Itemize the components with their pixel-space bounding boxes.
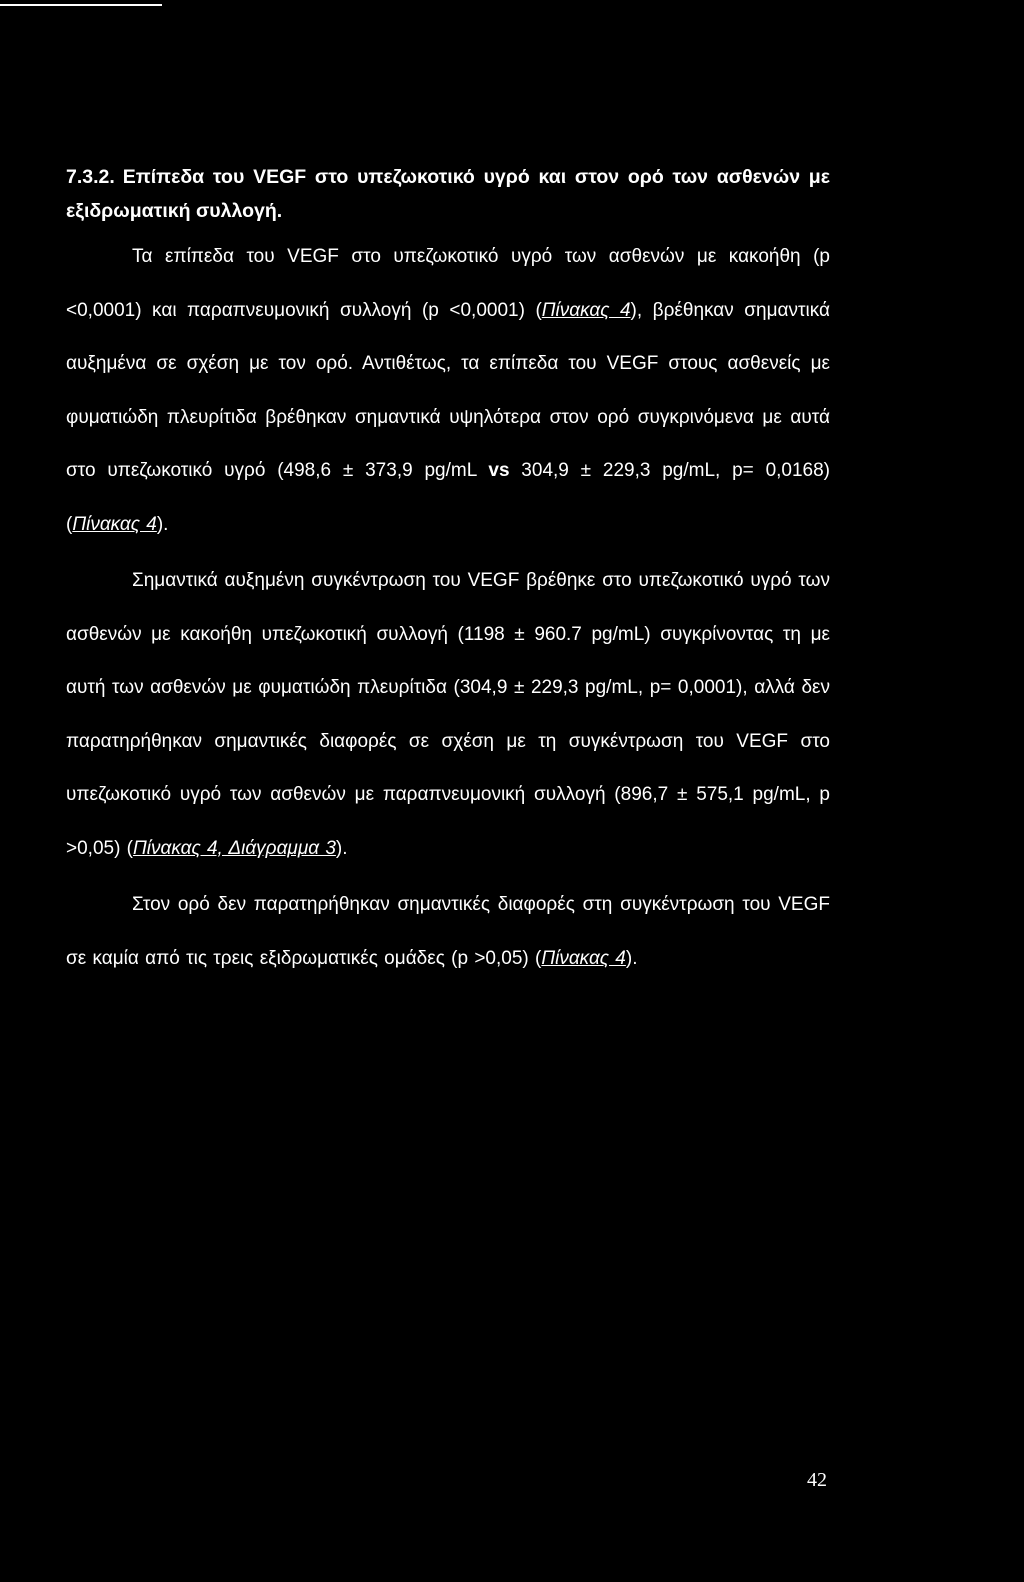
document-body	[66, 160, 830, 985]
table-figure-reference: Πίνακας 4, Διάγραμμα 3	[133, 837, 336, 859]
paragraph-2-text-b: ).	[335, 837, 348, 859]
table-reference: Πίνακας 4	[72, 513, 157, 535]
section-number: 7.3.2.	[66, 166, 115, 188]
page-number: 42	[807, 1469, 827, 1491]
table-reference: Πίνακας 4	[541, 947, 626, 969]
vs-word: vs	[488, 460, 510, 481]
paragraph-2	[66, 554, 830, 875]
paragraph-3-text-b: ).	[625, 947, 638, 969]
table-reference: Πίνακας 4	[541, 299, 631, 321]
paragraph-1	[66, 230, 830, 551]
paragraph-2-text-a: Σημαντικά αυξημένη συγκέντρωση του VEGF βρέθηκε στο υπεζωκοτικό υγρό των ασθενών με κακοήθη υπεζωκοτική συλλογή (1198 ± 960.7 pg/mL) συγκρίνοντας τη με αυτή των ασθενών με φυματιώδη πλευρίτιδα (304,9 ± 229,3 pg/mL, p= 0,0001), αλλά δεν παρατηρήθηκαν σημαντικές διαφορές σε σχέση με τη συγκέντρωση του VEGF στο υπεζωκοτικό υγρό των ασθενών με παραπνευμονική συλλογή (896,7 ± 575,1 pg/mL, p >0,05) (	[66, 570, 830, 859]
paragraph-1-text-c: 304,9 ± 229,3 pg/mL, p= 0,0168) (	[66, 460, 831, 535]
paragraph-1-text-d: ).	[156, 513, 169, 535]
paragraph-1-text-a: Τα επίπεδα του VEGF στο υπεζωκοτικό υγρό των ασθενών με κακοήθη (p <0,0001) και παραπνευμονική συλλογή (p <0,0001) (	[66, 246, 830, 321]
paragraph-1-text-b: ), βρέθηκαν σημαντικά αυξημένα σε σχέση με τον ορό. Αντιθέτως, τα επίπεδα του VEGF στους ασθενείς με φυματιώδη πλευρίτιδα βρέθηκαν σημαντικά υψηλότερα στον ορό συγκρινόμενα με αυτά στο υπεζωκοτικό υγρό (498,6 ± 373,9 pg/mL	[66, 299, 831, 481]
section-heading	[66, 160, 830, 228]
paragraph-3	[66, 878, 830, 985]
paragraph-3-text-a: Στον ορό δεν παρατηρήθηκαν σημαντικές διαφορές στη συγκέντρωση του VEGF σε καμία από τις τρεις εξιδρωματικές ομάδες (p >0,05) (	[66, 894, 830, 969]
top-rule	[0, 4, 162, 6]
section-title: Επίπεδα του VEGF στο υπεζωκοτικό υγρό και στον ορό των ασθενών με εξιδρωματική συλλογή.	[66, 166, 830, 222]
